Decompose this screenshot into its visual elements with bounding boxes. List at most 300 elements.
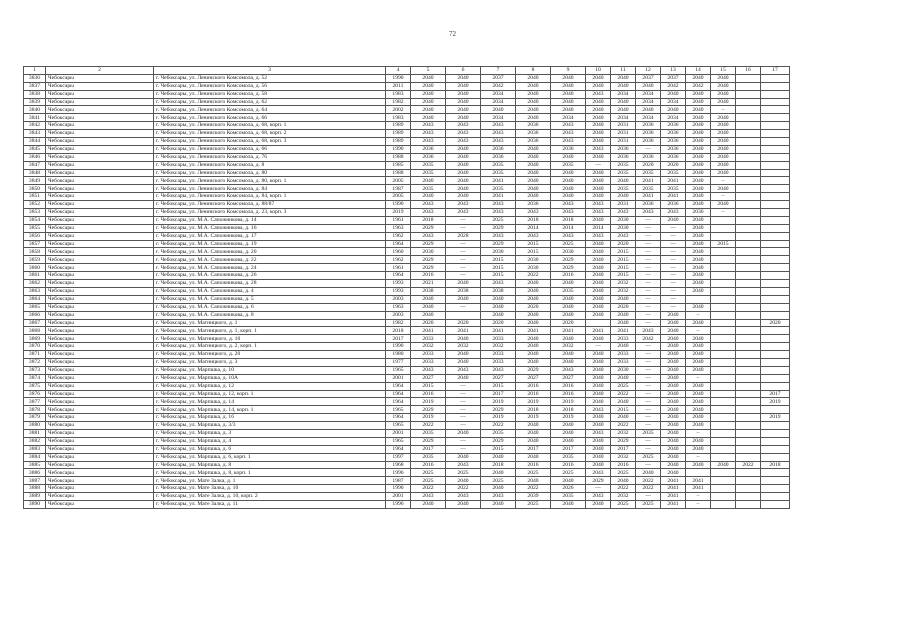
table-cell: 2035 <box>551 453 586 461</box>
table-cell: 2001 <box>386 493 411 501</box>
table-cell: 2018 <box>516 216 551 224</box>
table-cell <box>761 366 790 374</box>
table-cell: – <box>711 209 736 217</box>
table-cell: 2040 <box>686 161 711 169</box>
table-cell: 2043 <box>611 232 636 240</box>
table-cell <box>736 311 761 319</box>
table-cell: 2042 <box>661 82 686 90</box>
table-row <box>24 138 790 146</box>
table-cell: 2041 <box>636 193 661 201</box>
table-cell: 2015 <box>481 445 516 453</box>
table-cell: 2040 <box>446 98 481 106</box>
table-cell: 2040 <box>686 106 711 114</box>
table-cell: Чебоксары <box>46 343 154 351</box>
column-header: 8 <box>516 67 551 75</box>
table-cell <box>761 493 790 501</box>
table-row <box>24 248 790 256</box>
table-cell: 2041 <box>446 327 481 335</box>
table-cell: 2040 <box>661 437 686 445</box>
table-cell <box>736 256 761 264</box>
table-cell: — <box>636 366 661 374</box>
table-row <box>24 287 790 295</box>
table-cell: 2038 <box>411 287 446 295</box>
table-cell: 2043 <box>481 280 516 288</box>
table-cell: 2040 <box>516 358 551 366</box>
table-cell <box>736 382 761 390</box>
table-cell: — <box>636 414 661 422</box>
table-cell: Чебоксары <box>46 469 154 477</box>
table-cell: Чебоксары <box>46 437 154 445</box>
table-cell <box>711 248 736 256</box>
row-number-cell: 3870 <box>24 343 46 351</box>
table-cell: 2040 <box>586 193 611 201</box>
table-cell: 2043 <box>446 122 481 130</box>
table-cell: 2035 <box>411 453 446 461</box>
table-cell <box>736 161 761 169</box>
address-cell: г. Чебоксары, ул. М.А. Сапожникова, д. 6 <box>154 303 386 311</box>
table-cell <box>711 469 736 477</box>
table-cell <box>736 248 761 256</box>
address-cell: г. Чебоксары, ул. М.А. Сапожникова, д. 28 <box>154 280 386 288</box>
table-cell: 2040 <box>516 351 551 359</box>
address-cell: г. Чебоксары, ул. М.А. Сапожникова, д. 22 <box>154 256 386 264</box>
table-cell <box>711 280 736 288</box>
table-cell: 2005 <box>386 177 411 185</box>
table-cell: 2040 <box>686 232 711 240</box>
table-row <box>24 122 790 130</box>
row-number-cell: 3874 <box>24 374 46 382</box>
table-cell <box>736 98 761 106</box>
table-cell: 2040 <box>686 256 711 264</box>
table-cell: 2019 <box>411 414 446 422</box>
table-cell <box>761 437 790 445</box>
table-cell: 2030 <box>516 264 551 272</box>
table-cell: 2040 <box>661 422 686 430</box>
table-cell: 2043 <box>551 130 586 138</box>
table-cell: 2043 <box>411 209 446 217</box>
table-cell: 2040 <box>661 106 686 114</box>
table-cell: 2040 <box>661 327 686 335</box>
table-cell: 2020 <box>551 319 586 327</box>
column-header: 9 <box>551 67 586 75</box>
table-row <box>24 74 790 82</box>
table-cell: – <box>686 327 711 335</box>
table-cell: Чебоксары <box>46 280 154 288</box>
table-cell: 2040 <box>686 414 711 422</box>
address-cell: г. Чебоксары, ул. Ленинского Комсомола, д. 80 <box>154 169 386 177</box>
table-row <box>24 201 790 209</box>
table-cell: 2020 <box>611 240 636 248</box>
table-cell: 2036 <box>481 145 516 153</box>
table-cell: 2040 <box>516 161 551 169</box>
table-cell: 2043 <box>481 122 516 130</box>
table-cell: 2035 <box>481 161 516 169</box>
table-cell: 2043 <box>481 232 516 240</box>
table-cell: Чебоксары <box>46 90 154 98</box>
table-cell: 2040 <box>411 311 446 319</box>
table-cell: 2036 <box>611 145 636 153</box>
table-cell <box>736 185 761 193</box>
table-cell: 1965 <box>386 406 411 414</box>
table-cell: 2025 <box>611 469 636 477</box>
table-cell: — <box>636 390 661 398</box>
table-cell: — <box>636 358 661 366</box>
table-row <box>24 130 790 138</box>
table-cell: 1965 <box>386 366 411 374</box>
table-cell: 2028 <box>446 232 481 240</box>
table-cell: 2043 <box>586 406 611 414</box>
table-row <box>24 343 790 351</box>
table-cell: 2043 <box>411 201 446 209</box>
table-cell: – <box>711 106 736 114</box>
table-cell <box>736 224 761 232</box>
table-cell <box>761 272 790 280</box>
table-cell: 2043 <box>551 138 586 146</box>
table-cell: 2043 <box>446 130 481 138</box>
table-cell: 2040 <box>551 185 586 193</box>
table-cell: — <box>636 264 661 272</box>
table-cell: 2040 <box>446 74 481 82</box>
row-number-cell: 3866 <box>24 311 46 319</box>
table-cell: 2040 <box>686 90 711 98</box>
table-cell <box>761 264 790 272</box>
table-cell: 2019 <box>411 398 446 406</box>
table-cell: 2018 <box>516 406 551 414</box>
table-cell: 2040 <box>551 106 586 114</box>
table-cell: — <box>661 287 686 295</box>
table-cell: 2040 <box>711 201 736 209</box>
address-cell: г. Чебоксары, ул. Ленинского Комсомола, д. 68, корп. 1 <box>154 122 386 130</box>
table-cell: 2027 <box>481 374 516 382</box>
table-cell: 2035 <box>411 185 446 193</box>
table-cell: — <box>446 256 481 264</box>
row-number-cell: 3885 <box>24 461 46 469</box>
address-cell: г. Чебоксары, ул. Марпшка, д. 8, корп. 1 <box>154 469 386 477</box>
table-row <box>24 272 790 280</box>
table-cell: 2043 <box>586 469 611 477</box>
table-cell: 2035 <box>551 493 586 501</box>
table-cell: Чебоксары <box>46 161 154 169</box>
table-row <box>24 422 790 430</box>
table-cell: Чебоксары <box>46 335 154 343</box>
table-cell: 2036 <box>661 145 686 153</box>
table-cell: 2040 <box>611 414 636 422</box>
table-cell: 2040 <box>686 177 711 185</box>
table-cell: 2035 <box>636 429 661 437</box>
table-cell: 2040 <box>711 461 736 469</box>
column-header: 6 <box>446 67 481 75</box>
table-cell: 2040 <box>411 295 446 303</box>
table-cell: 2035 <box>411 429 446 437</box>
table-cell: 2035 <box>481 429 516 437</box>
row-number-cell: 3873 <box>24 366 46 374</box>
table-cell: 2029 <box>411 406 446 414</box>
table-cell: – <box>686 500 711 508</box>
table-cell: 1990 <box>386 145 411 153</box>
table-cell: Чебоксары <box>46 303 154 311</box>
table-cell <box>761 169 790 177</box>
table-cell: 2030 <box>481 248 516 256</box>
table-cell: 2036 <box>516 138 551 146</box>
table-cell: Чебоксары <box>46 382 154 390</box>
table-cell <box>736 193 761 201</box>
table-cell: 2040 <box>446 82 481 90</box>
table-cell: – <box>686 374 711 382</box>
table-cell: 2040 <box>661 469 686 477</box>
table-cell: Чебоксары <box>46 185 154 193</box>
table-cell: 2031 <box>611 201 636 209</box>
column-header: 5 <box>411 67 446 75</box>
column-header: 2 <box>46 67 154 75</box>
table-cell: – <box>686 493 711 501</box>
table-cell: 2002 <box>386 106 411 114</box>
table-cell: 2029 <box>611 437 636 445</box>
table-cell: 2040 <box>551 280 586 288</box>
table-cell <box>736 358 761 366</box>
table-cell: 2029 <box>411 240 446 248</box>
row-number-cell: 3845 <box>24 145 46 153</box>
table-cell <box>761 374 790 382</box>
table-cell <box>761 429 790 437</box>
table-cell: 1964 <box>386 445 411 453</box>
table-cell: 2025 <box>551 240 586 248</box>
table-cell: 2020 <box>446 319 481 327</box>
table-cell: 2018 <box>551 406 586 414</box>
table-row <box>24 98 790 106</box>
row-number-cell: 3855 <box>24 224 46 232</box>
table-cell: 1988 <box>386 169 411 177</box>
table-cell: 2040 <box>551 74 586 82</box>
table-cell: 2015 <box>611 272 636 280</box>
table-cell: 2043 <box>446 201 481 209</box>
table-cell: 2040 <box>686 122 711 130</box>
table-cell: 2041 <box>411 327 446 335</box>
table-cell: 2035 <box>411 169 446 177</box>
table-cell: Чебоксары <box>46 240 154 248</box>
table-cell: 2022 <box>636 477 661 485</box>
table-cell: 2040 <box>446 295 481 303</box>
table-cell <box>761 201 790 209</box>
table-cell: 2040 <box>586 74 611 82</box>
table-cell: Чебоксары <box>46 232 154 240</box>
table-cell: — <box>661 256 686 264</box>
table-cell: Чебоксары <box>46 114 154 122</box>
table-cell: 2040 <box>686 422 711 430</box>
table-cell: 2040 <box>586 335 611 343</box>
table-cell: Чебоксары <box>46 493 154 501</box>
table-cell <box>711 485 736 493</box>
table-cell: 2040 <box>611 343 636 351</box>
table-row <box>24 477 790 485</box>
table-cell: 2016 <box>551 461 586 469</box>
table-row <box>24 177 790 185</box>
table-cell: Чебоксары <box>46 422 154 430</box>
table-cell: 2040 <box>611 106 636 114</box>
table-cell: 2020 <box>481 319 516 327</box>
table-cell: 2040 <box>661 366 686 374</box>
table-cell: 2034 <box>481 114 516 122</box>
table-cell: 2036 <box>551 145 586 153</box>
table-cell: 2022 <box>611 485 636 493</box>
table-cell: 1982 <box>386 319 411 327</box>
table-cell: Чебоксары <box>46 138 154 146</box>
table-cell: 2040 <box>551 98 586 106</box>
table-cell: 2040 <box>586 295 611 303</box>
row-number-cell: 3883 <box>24 445 46 453</box>
table-row <box>24 335 790 343</box>
table-cell: 2043 <box>551 209 586 217</box>
table-cell: 2022 <box>516 485 551 493</box>
table-cell <box>761 138 790 146</box>
table-cell: 2040 <box>586 303 611 311</box>
table-cell <box>711 303 736 311</box>
table-cell <box>761 90 790 98</box>
row-number-cell: 3869 <box>24 335 46 343</box>
table-cell <box>711 500 736 508</box>
table-cell: 2040 <box>481 295 516 303</box>
table-cell: 2041 <box>661 193 686 201</box>
table-cell: 2040 <box>446 374 481 382</box>
table-row <box>24 461 790 469</box>
table-cell: 2043 <box>411 493 446 501</box>
table-cell: 2040 <box>551 303 586 311</box>
table-cell: 2018 <box>411 216 446 224</box>
table-cell <box>761 216 790 224</box>
table-cell: 2040 <box>661 335 686 343</box>
table-cell: 2032 <box>411 343 446 351</box>
table-cell <box>736 287 761 295</box>
table-cell: 2043 <box>481 130 516 138</box>
table-cell: 2040 <box>711 161 736 169</box>
row-number-cell: 3860 <box>24 264 46 272</box>
table-cell: 2040 <box>661 453 686 461</box>
table-cell: 2022 <box>611 390 636 398</box>
table-cell: 2043 <box>586 493 611 501</box>
table-cell: — <box>636 437 661 445</box>
table-cell: – <box>686 453 711 461</box>
table-cell: 2040 <box>586 169 611 177</box>
address-cell: г. Чебоксары, ул. Ленинского Комсомола, д. 68, корп. 3 <box>154 138 386 146</box>
table-cell: 1964 <box>386 398 411 406</box>
table-cell: — <box>636 232 661 240</box>
table-cell: 2040 <box>586 358 611 366</box>
table-cell: 2040 <box>411 90 446 98</box>
table-cell: 2034 <box>481 90 516 98</box>
table-cell: 2043 <box>446 461 481 469</box>
table-cell: 2018 <box>386 327 411 335</box>
table-cell <box>711 335 736 343</box>
table-cell: Чебоксары <box>46 358 154 366</box>
address-cell: г. Чебоксары, ул. Магницкого, д. 1 <box>154 319 386 327</box>
table-cell: 2029 <box>481 437 516 445</box>
table-row <box>24 406 790 414</box>
table-cell: 2031 <box>611 138 636 146</box>
table-cell: 1988 <box>386 153 411 161</box>
address-cell: г. Чебоксары, ул. Марпшка, д. 3/3 <box>154 422 386 430</box>
table-cell: 2043 <box>411 122 446 130</box>
table-cell: 2040 <box>661 358 686 366</box>
table-cell: 2040 <box>686 74 711 82</box>
table-cell <box>736 177 761 185</box>
table-cell: 2005 <box>386 193 411 201</box>
table-cell: — <box>661 232 686 240</box>
table-cell: 2019 <box>386 209 411 217</box>
table-cell <box>711 429 736 437</box>
table-cell <box>711 343 736 351</box>
table-cell: 2040 <box>411 177 446 185</box>
table-cell: 1982 <box>386 98 411 106</box>
table-cell: Чебоксары <box>46 414 154 422</box>
table-cell: 2040 <box>516 106 551 114</box>
column-header: 14 <box>686 67 711 75</box>
address-cell: г. Чебоксары, ул. Марпшка, д. 16 <box>154 414 386 422</box>
table-cell: 2040 <box>516 185 551 193</box>
table-cell: 2040 <box>586 185 611 193</box>
table-cell: 2017 <box>551 445 586 453</box>
table-cell: 2040 <box>516 422 551 430</box>
table-cell: 2040 <box>661 461 686 469</box>
table-cell: 2040 <box>686 98 711 106</box>
table-cell: 2043 <box>586 90 611 98</box>
table-cell: 2040 <box>686 398 711 406</box>
table-cell <box>736 327 761 335</box>
row-number-cell: 3882 <box>24 437 46 445</box>
table-cell: 2032 <box>611 453 636 461</box>
row-number-cell: 3880 <box>24 422 46 430</box>
table-cell <box>711 477 736 485</box>
table-cell: Чебоксары <box>46 287 154 295</box>
table-cell: 2035 <box>611 185 636 193</box>
table-cell: 2040 <box>686 130 711 138</box>
table-cell: 2040 <box>661 445 686 453</box>
table-row <box>24 311 790 319</box>
table-cell: 2040 <box>481 311 516 319</box>
table-cell: 2040 <box>586 177 611 185</box>
table-cell: 2040 <box>446 114 481 122</box>
table-row <box>24 437 790 445</box>
table-cell <box>761 358 790 366</box>
table-cell <box>686 295 711 303</box>
table-cell: 2040 <box>686 351 711 359</box>
table-cell <box>761 193 790 201</box>
table-cell: – <box>711 193 736 201</box>
table-cell: 2040 <box>711 130 736 138</box>
table-cell: 1968 <box>386 461 411 469</box>
table-cell: 1993 <box>386 287 411 295</box>
table-cell: 2034 <box>481 98 516 106</box>
table-cell: — <box>446 240 481 248</box>
table-cell: 2014 <box>551 224 586 232</box>
table-cell: 2040 <box>516 145 551 153</box>
table-cell: — <box>446 224 481 232</box>
table-cell: — <box>636 351 661 359</box>
table-cell: 2040 <box>551 477 586 485</box>
table-cell: 2020 <box>611 303 636 311</box>
table-cell: 2036 <box>611 153 636 161</box>
table-cell: 1961 <box>386 216 411 224</box>
table-cell: 2035 <box>551 287 586 295</box>
table-cell: 2040 <box>586 445 611 453</box>
row-number-cell: 3850 <box>24 185 46 193</box>
table-cell: 2025 <box>411 477 446 485</box>
row-number-cell: 3858 <box>24 248 46 256</box>
table-cell: 2032 <box>611 429 636 437</box>
table-cell: 2032 <box>611 287 636 295</box>
row-number-cell: 3852 <box>24 201 46 209</box>
column-header: 16 <box>736 67 761 75</box>
address-cell: г. Чебоксары, ул. Ленинского Комсомола, д. 8 <box>154 161 386 169</box>
table-cell: Чебоксары <box>46 445 154 453</box>
